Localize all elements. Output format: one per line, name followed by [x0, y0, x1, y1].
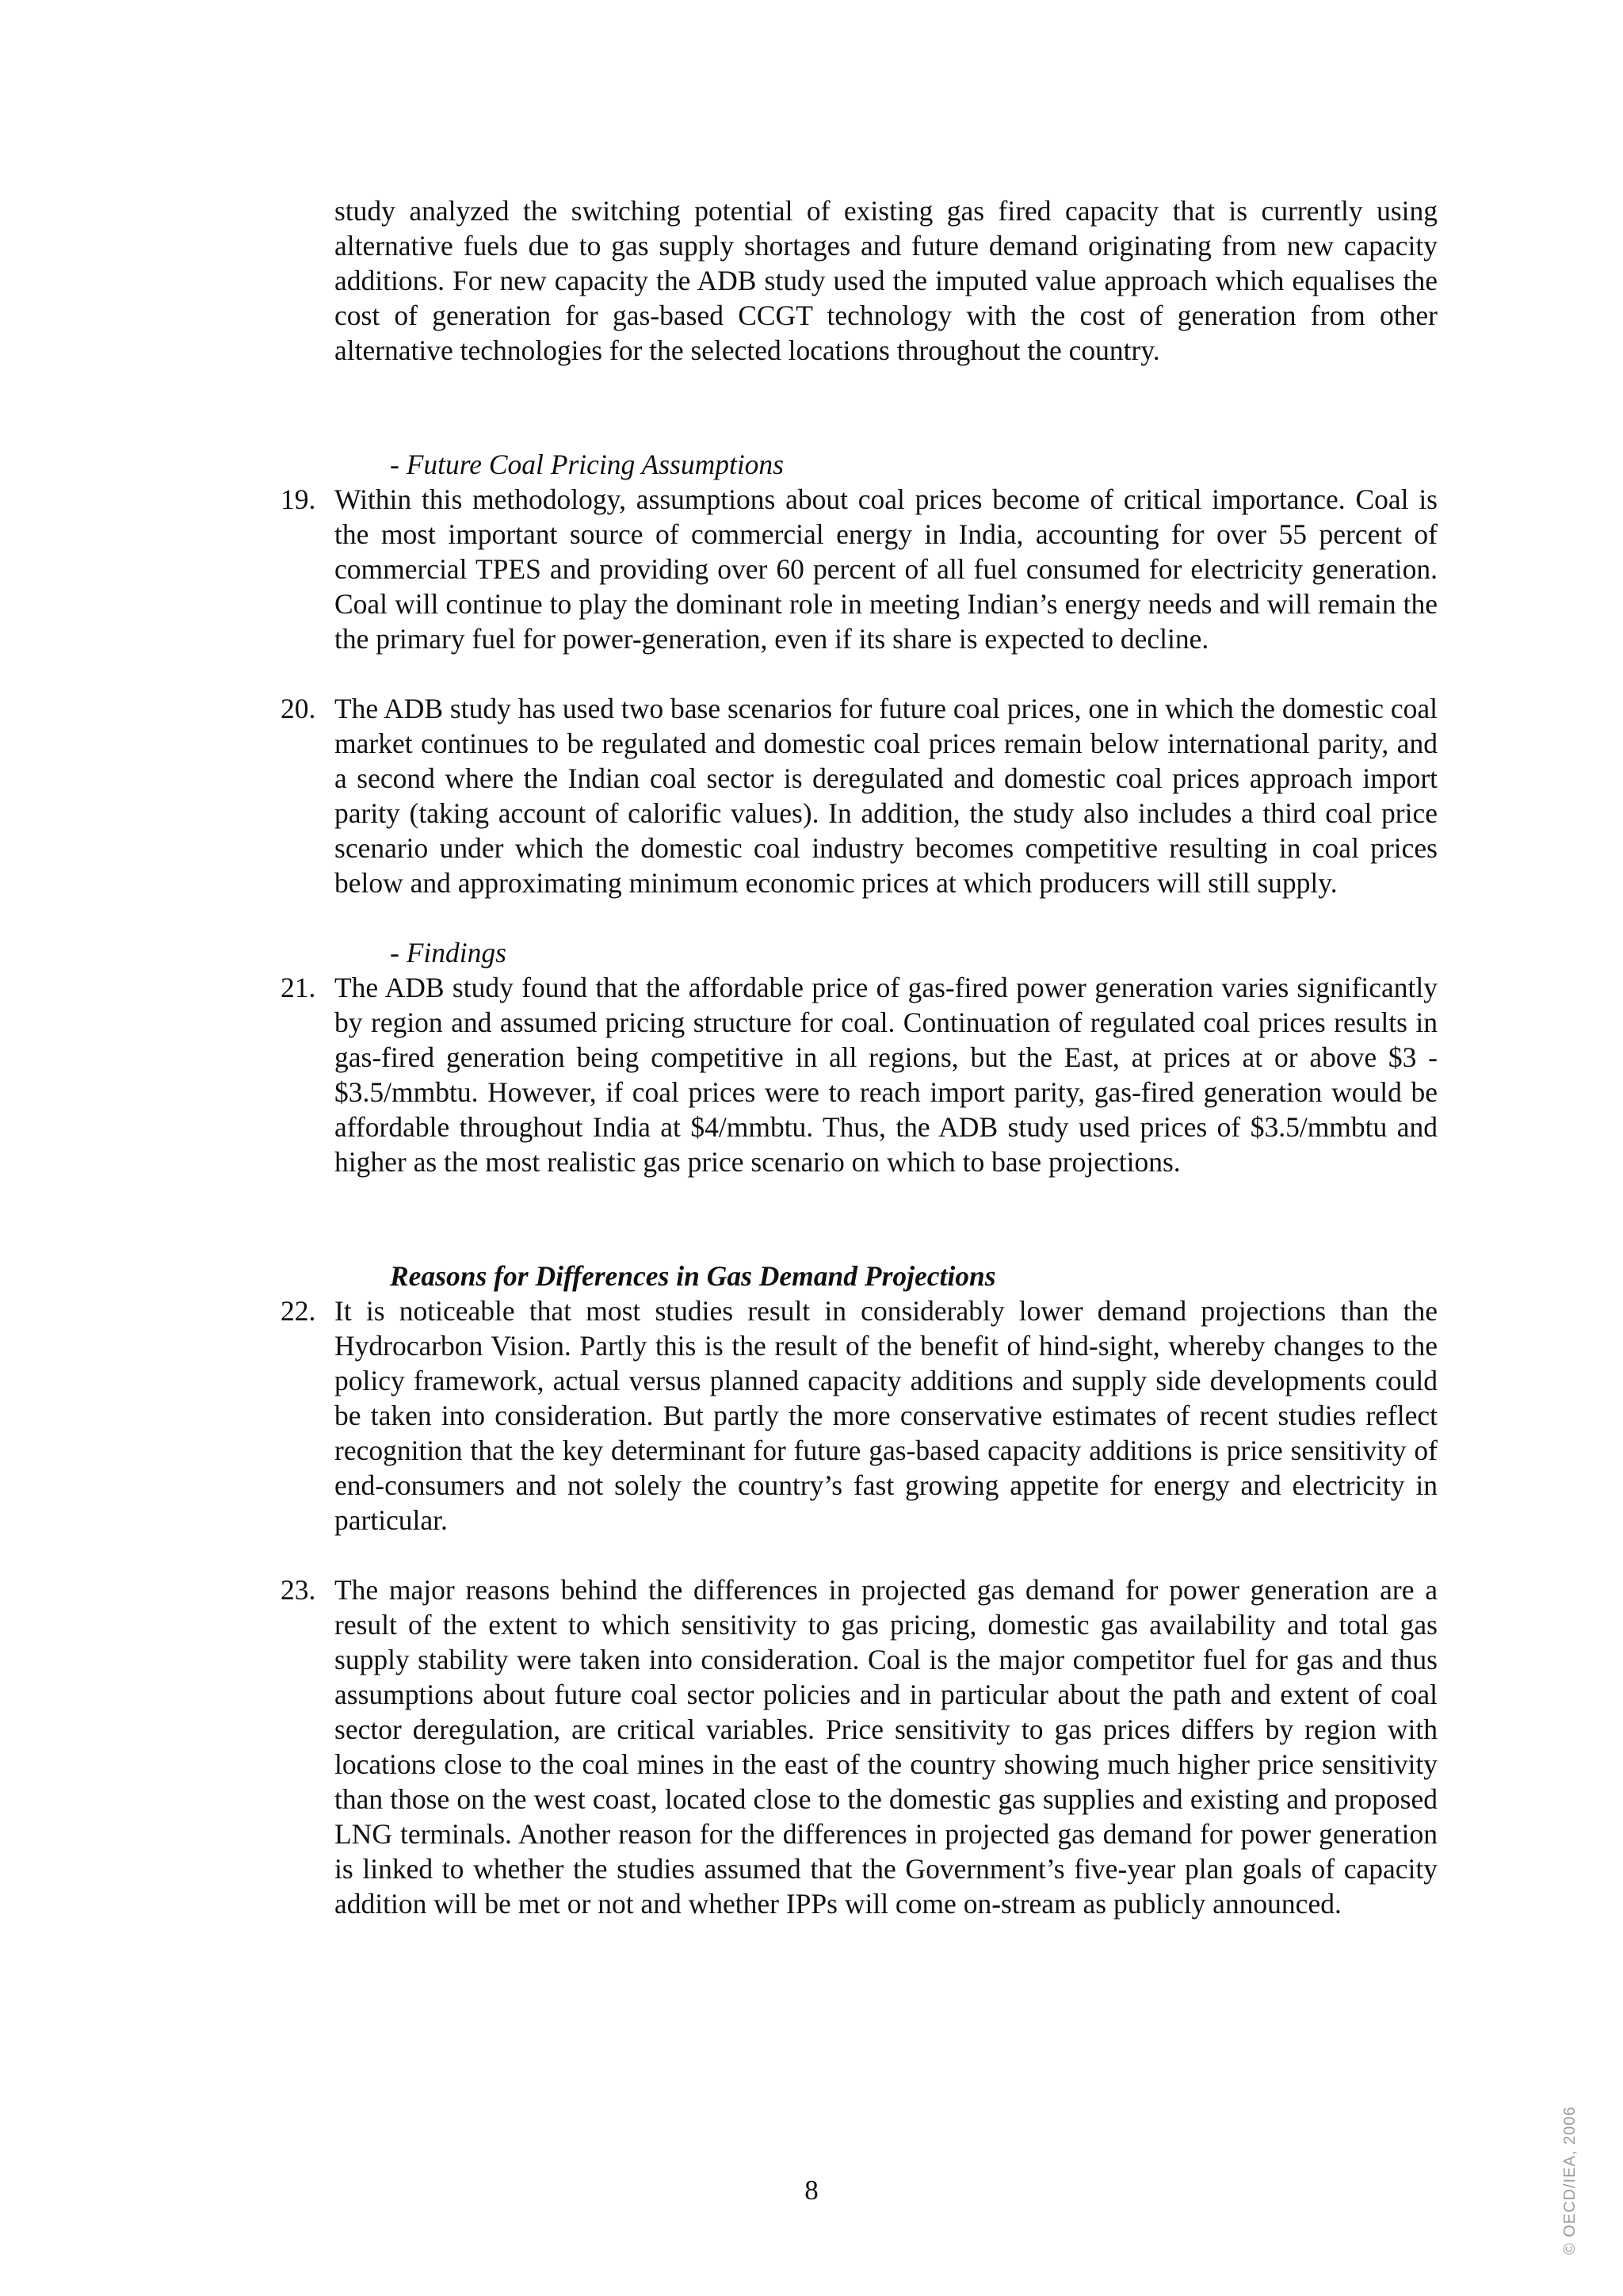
- heading-reasons-for-differences: Reasons for Differences in Gas Demand Projections: [390, 1260, 996, 1292]
- spacer: [334, 1179, 1438, 1259]
- paragraph-21: [281, 970, 1438, 1179]
- paragraph-19: [281, 482, 1438, 656]
- spacer: [334, 368, 1438, 447]
- paragraph-text: It is noticeable that most studies result in considerably lower demand projections than the Hydrocarbon Vision. Partly this is the result of the benefit of hind-sight, whereby changes to the policy framework, actual versus planned capacity additions and supply side developments could be taken into consideration. But partly the more conservative estimates of recent studies reflect recognition that the key determinant for future gas-based capacity additions is price sensitivity of end-consumers and not solely the country’s fast growing appetite for energy and electricity in particular.: [334, 1295, 1438, 1536]
- page-number: 8: [804, 2175, 819, 2206]
- paragraph-text: Within this methodology, assumptions about coal prices become of critical importance. Coal is the most important source of commercial energy in India, accounting for over 55 percent of commercial TPES and providing over 60 percent of all fuel consumed for electricity generation. Coal will continue to play the dominant role in meeting Indian’s energy needs and will remain the the primary fuel for power-generation, even if its share is expected to decline.: [334, 483, 1438, 655]
- paragraph-number: 22.: [281, 1295, 316, 1327]
- intro-paragraph: study analyzed the switching potential of existing gas fired capacity that is currently using alternative fuels due to gas supply shortages and future demand originating from new capacity additions. For new capacity the ADB study used the imputed value approach which equalises the cost of generation for gas-based CCGT technology with the cost of generation from other alternative technologies for the selected locations throughout the country.: [334, 195, 1438, 366]
- paragraph-text: The ADB study has used two base scenarios for future coal prices, one in which the domestic coal market continues to be regulated and domestic coal prices remain below international parity, and a second where the Indian coal sector is deregulated and domestic coal prices approach import parity (taking account of calorific values). In addition, the study also includes a third coal price scenario under which the domestic coal industry becomes competitive resulting in coal prices below and approximating minimum economic prices at which producers will still supply.: [334, 693, 1438, 899]
- document-body: [281, 193, 1438, 1921]
- paragraph-number: 23.: [281, 1574, 316, 1606]
- spacer: [334, 656, 1438, 691]
- paragraph-number: 20.: [281, 693, 316, 724]
- copyright-watermark: © OECD/IEA, 2006: [1561, 2106, 1579, 2255]
- paragraph-23: [281, 1572, 1438, 1921]
- spacer: [334, 900, 1438, 935]
- spacer: [334, 1538, 1438, 1572]
- paragraph-22: [281, 1293, 1438, 1538]
- paragraph-text: The major reasons behind the differences in projected gas demand for power generation are a result of the extent to which sensitivity to gas pricing, domestic gas availability and total gas supply stability were taken into consideration. Coal is the major competitor fuel for gas and thus assumptions about future coal sector policies and in particular about the path and extent of coal sector deregulation, are critical variables. Price sensitivity to gas prices differs by region with locations close to the coal mines in the east of the country showing much higher price sensitivity than those on the west coast, located close to the domestic gas supplies and existing and proposed LNG terminals. Another reason for the differences in projected gas demand for power generation is linked to whether the studies assumed that the Government’s five-year plan goals of capacity addition will be met or not and whether IPPs will come on-stream as publicly announced.: [334, 1574, 1438, 1920]
- paragraph-20: [281, 691, 1438, 900]
- paragraph-number: 21.: [281, 972, 316, 1003]
- paragraph-text: The ADB study found that the affordable price of gas-fired power generation varies significantly by region and assumed pricing structure for coal. Continuation of regulated coal prices results in gas-fired generation being competitive in all regions, but the East, at prices at or above $3 - $3.5/mmbtu. However, if coal prices were to reach import parity, gas-fired generation would be affordable throughout India at $4/mmbtu. Thus, the ADB study used prices of $3.5/mmbtu and higher as the most realistic gas price scenario on which to base projections.: [334, 972, 1438, 1178]
- heading-findings: - Findings: [390, 937, 506, 968]
- paragraph-number: 19.: [281, 483, 316, 515]
- heading-future-coal-pricing: - Future Coal Pricing Assumptions: [390, 449, 784, 480]
